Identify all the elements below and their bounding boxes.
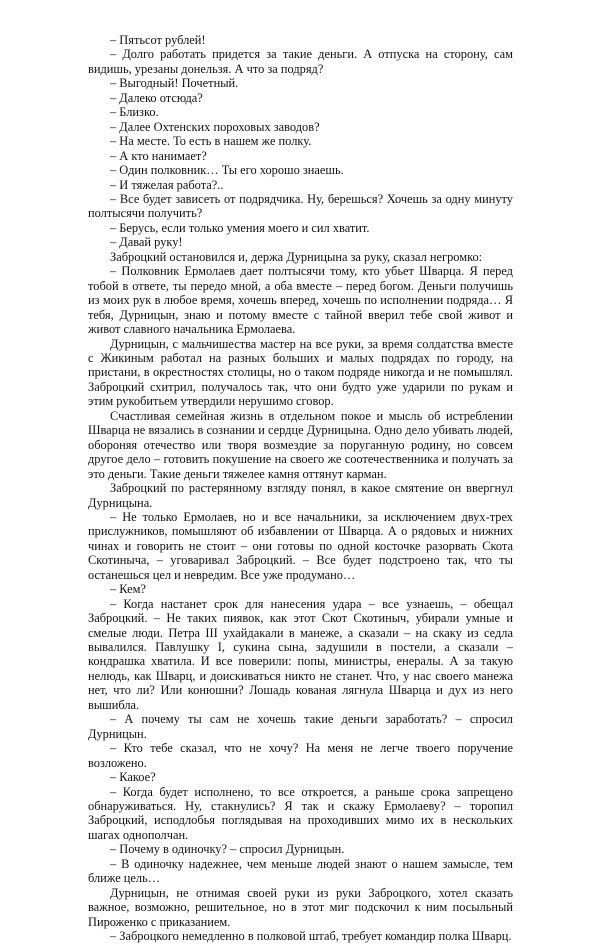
paragraph: – Кто тебе сказал, что не хочу? На меня не легче твоего поручение возложено. [88,741,513,770]
paragraph: – Почему в одиночку? – спросил Дурницын. [110,842,345,857]
paragraph: – Близко. [110,105,159,120]
paragraph: Заброцкий остановился и, держа Дурницына за руку, сказал негромко: [110,249,483,264]
paragraph: – Выгодный! Почетный. [110,76,239,91]
paragraph: – Один полковник… Ты его хорошо знаешь. [110,163,344,178]
paragraph: Дурницын, с мальчишества мастер на все руки, за время солдатства вместе с Жикиным работал на разных больших и малых подрядах по городу, на пристани, в окрестностях столицы, но о таком подряде никогда и не помышлял. Заброцкий схитрил, получалось так, что они будто уже ударили по рукам и этим рукобитьем утвердили нерушимо сговор. [88,336,513,409]
paragraph: – Давай руку! [110,235,183,250]
paragraph: – И тяжелая работа?.. [110,177,224,192]
paragraph: – Какое? [110,770,156,785]
paragraph: – Далее Охтенских пороховых заводов? [110,119,320,134]
paragraph: – Долго работать придется за такие деньги. А отпуска на сторону, сам видишь, урезаны донельзя. А что за подряд? [88,47,513,76]
paragraph: – В одиночку надежнее, чем меньше людей знают о нашем замысле, тем ближе цель… [88,856,513,886]
paragraph: – Далеко отсюда? [110,90,203,105]
paragraph: Дурницын, не отнимая своей руки из руки Заброцкого, хотел сказать важное, возможно, решительное, но в этот миг подскочил к ним посыльный Пироженко с приказанием. [88,885,513,929]
paragraph: – А кто нанимает? [110,148,207,163]
paragraph: – Заброцкого немедленно в полковой штаб, требует командир полка Шварц. [110,929,512,944]
paragraph: Заброцкий по растерянному взгляду понял, в какое смятение он ввергнул Дурницына. [88,481,513,510]
paragraph: Счастливая семейная жизнь в отдельном покое и мысль об истреблении Шварца не вязались в сознании и сердце Дурницына. Одно дело убивать людей, обороняя отечество или творя возмездие за поруганную родину, но совсем другое дело – готовить покушение на своего же соотечественника и получать за это деньги. Такие деньги тяжелее камня оттянут карман. [88,408,513,481]
paragraph: – На месте. То есть в нашем же полку. [110,134,312,149]
paragraph: – Полковник Ермолаев дает полтысячи тому, кто убьет Шварца. Я перед тобой в ответе, ты передо мной, а оба вместе – перед богом. Деньги получишь из моих рук в любое время, хочешь вперед, хочешь по исполнении подряда… Я тебя, Дурницын, знаю и потому вместе с тайной вверил тебе свой живот и живот славного начальника Ермолаева. [88,264,513,337]
paragraph: – Когда настанет срок для нанесения удара – все узнаешь, – обещал Заброцкий. – Не таких пиявок, как этот Скот Скотиныч, убирали умные и смелые люди. Петра III ухайдакали в манеже, а сказали – на скаку из седла вывалился. Павлушку I, сукина сына, задушили в постели, а сказали – кондрашка хватила. И все поверили: попы, министры, енералы. А за такую нелюдь, как Шварц, и доискиваться никто не станет. Что, у нас своего манежа нет, что ли? Или конюшни? Лошадь кованая лягнула Шварца и дух из него вышибла. [88,596,513,712]
paragraph: – Пятьсот рублей! [110,33,206,47]
paragraph: – А почему ты сам не хочешь такие деньги заработать? – спросил Дурницын. [88,712,513,741]
paragraph: – Не только Ермолаев, но и все начальники, за исключением двух-трех прислужников, помышляют об избавлении от Шварца. А о рядовых и нижних чинах и говорить не стоит – они готовы по одной косточке разорвать Скота Скотиныча, – уговаривал Заброцкий. – Все будет подстроено так, что ты останешься цел и невредим. Все уже продумано… [88,509,513,582]
document-page [88,33,513,944]
paragraph: – Когда будет исполнено, то все откроется, а раньше срока запрещено обнаруживаться. Ну, стакнулись? Я так и скажу Ермолаеву? – торопил Заброцкий, исподлобья поглядывая на проходивших мимо их в нескольких шагах однополчан. [88,784,513,842]
paragraph: – Все будет зависеть от подрядчика. Ну, берешься? Хочешь за одну минуту полтысячи получить? [88,191,513,221]
paragraph: – Кем? [110,582,146,597]
paragraph: – Берусь, если только умения моего и сил хватит. [110,220,370,235]
